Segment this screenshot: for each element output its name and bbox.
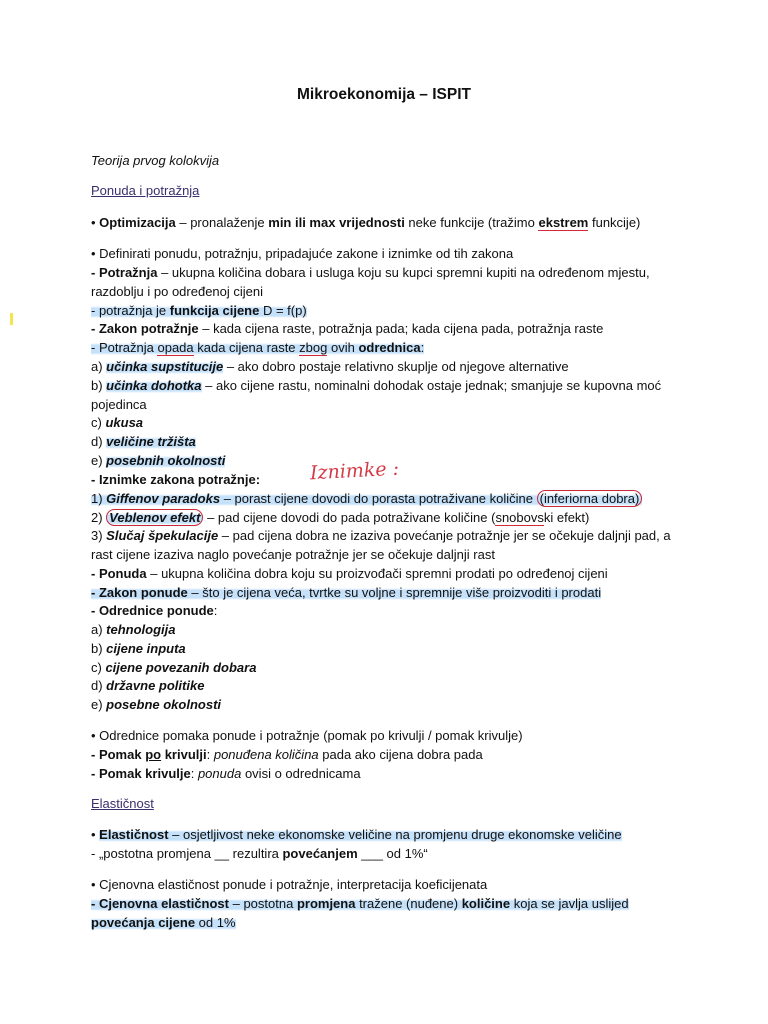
list-marker: e) <box>91 697 107 712</box>
bold-term: odrednica <box>358 340 421 355</box>
text-line <box>91 659 671 677</box>
list-marker: a) <box>91 359 107 374</box>
document-subtitle: Teorija prvog kolokvija <box>91 153 220 168</box>
bold-italic-term: veličine tržišta <box>106 434 196 449</box>
text-line <box>91 895 671 913</box>
list-marker: 1) <box>91 491 107 506</box>
text-span: D = f(p) <box>259 303 307 318</box>
text-line <box>91 509 671 527</box>
list-marker: e) <box>91 453 107 468</box>
underlined-term: snobovs <box>495 510 544 525</box>
list-marker: c) <box>91 415 106 430</box>
list-marker: b) <box>91 641 107 656</box>
highlighted-span <box>91 340 424 355</box>
text-line <box>91 302 671 320</box>
text-line <box>91 490 671 508</box>
bold-term: - Odrednice ponude <box>91 603 214 618</box>
document-title: Mikroekonomija – ISPIT <box>297 86 471 103</box>
highlighted-span <box>91 303 307 318</box>
text-line <box>91 358 671 376</box>
text-span: – ako dobro postaje relativno skuplje od njegove alternative <box>223 359 569 374</box>
highlighted-span <box>91 585 601 600</box>
highlighted-span <box>91 896 629 911</box>
italic-term: ponuđena količina <box>213 747 319 762</box>
text-span: ki efekt) <box>543 510 590 525</box>
text-line <box>91 565 671 583</box>
section-heading-text: Elastičnost <box>91 796 154 811</box>
text-span: – pad cijena dobra ne izaziva povećanje potražnje jer se očekuje daljnji pad, a <box>218 528 671 543</box>
text-span: – pad cijene dovodi do pada potraživane količine ( <box>203 510 496 525</box>
text-line <box>91 433 671 451</box>
text-line <box>91 414 671 432</box>
bold-term: - Ponuda <box>91 566 147 581</box>
bold-italic-term: tehnologija <box>106 622 176 637</box>
list-marker: d) <box>91 434 107 449</box>
section-heading-ponuda <box>91 182 671 200</box>
text-span: ovisi o odrednicama <box>241 766 361 781</box>
list-marker: 2) <box>91 510 107 525</box>
bullet: • <box>91 827 100 842</box>
text-span: – porast cijene dovodi do porasta potraživane količine <box>220 491 537 506</box>
text-line <box>91 339 671 357</box>
text-line <box>91 621 671 639</box>
text-line <box>91 214 671 232</box>
text-span: - „postotna promjena __ rezultira <box>91 846 283 861</box>
text-line: • Odrednice pomaka ponude i potražnje (pomak po krivulji / pomak krivulje) <box>91 728 523 743</box>
text-line <box>91 914 671 932</box>
text-span: : <box>213 603 218 618</box>
bold-term: promjena <box>296 896 356 911</box>
highlight-mark <box>10 313 13 325</box>
bold-term: min ili max vrijednosti <box>268 215 405 230</box>
text-span: od 1% <box>195 915 236 930</box>
text-line <box>91 696 671 714</box>
underlined-term: zbog <box>299 340 328 355</box>
text-line <box>91 320 671 338</box>
text-span: neke funkcije (tražimo <box>404 215 539 230</box>
highlighted-span <box>99 827 621 842</box>
text-line <box>91 845 671 863</box>
bold-term: povećanja cijene <box>91 915 196 930</box>
bold-italic-term: cijene inputa <box>106 641 186 656</box>
text-span: : <box>190 766 198 781</box>
text-line <box>91 264 671 282</box>
bold-term: - Pomak krivulje <box>91 766 191 781</box>
bold-term: povećanjem <box>282 846 358 861</box>
bold-term: Optimizacija <box>99 215 176 230</box>
section-heading-text: Ponuda i potražnja <box>91 183 200 198</box>
text-line <box>91 527 671 545</box>
text-span: – postotna <box>228 896 297 911</box>
section-heading-elasticnost <box>91 795 671 813</box>
text-span: pada ako cijena dobra pada <box>318 747 483 762</box>
italic-term: ponuda <box>197 766 242 781</box>
text-line <box>91 826 671 844</box>
text-span: koja se javlja uslijed <box>510 896 629 911</box>
text-span: funkcije) <box>588 215 641 230</box>
text-span: – što je cijena veća, tvrtke su voljne i spremnije više proizvoditi i prodati <box>187 585 602 600</box>
text-line: • Cjenovna elastičnost ponude i potražnje, interpretacija koeficijenata <box>91 877 488 892</box>
bold-term: - Pomak <box>91 747 146 762</box>
bold-term: količine <box>461 896 511 911</box>
bold-term: - Iznimke zakona potražnje: <box>91 472 261 487</box>
text-line <box>91 640 671 658</box>
highlighted-span <box>91 491 642 506</box>
text-line: • Definirati ponudu, potražnju, pripadajuće zakone i iznimke od tih zakona <box>91 246 514 261</box>
text-line: razdoblju i po određenoj cijeni <box>91 284 264 299</box>
bold-italic-term: učinka supstitucije <box>106 359 224 374</box>
list-marker: 3) <box>91 528 107 543</box>
bold-term: - Zakon ponude <box>91 585 188 600</box>
circled-term: (inferiorna dobra) <box>537 490 643 507</box>
text-span: ovih <box>327 340 359 355</box>
text-span: ___ od 1%“ <box>357 846 428 861</box>
bold-italic-term: Giffenov paradoks <box>106 491 221 506</box>
text-line <box>91 377 671 395</box>
text-line <box>91 746 671 764</box>
text-span: tražene (nuđene) <box>355 896 462 911</box>
handwritten-annotation: Iznimke : <box>309 457 400 485</box>
bold-term: - Cjenovna elastičnost <box>91 896 229 911</box>
text-span: – pronalaženje <box>175 215 269 230</box>
bold-term: - Zakon potražnje <box>91 321 199 336</box>
bullet: • <box>91 215 100 230</box>
text-span: kada cijena raste <box>193 340 300 355</box>
bold-italic-term: državne politike <box>106 678 205 693</box>
list-marker: c) <box>91 660 106 675</box>
text-line <box>91 584 671 602</box>
bold-term: - Potražnja <box>91 265 158 280</box>
list-marker: a) <box>91 622 107 637</box>
text-span: – kada cijena raste, potražnja pada; kada cijena pada, potražnja raste <box>198 321 604 336</box>
text-line: rast cijene izaziva naglo povećanje potražnje jer se očekuje daljnji rast <box>91 547 495 562</box>
text-span: – ukupna količina dobara i usluga koju su kupci spremni kupiti na određenom mjestu, <box>157 265 650 280</box>
underlined-term: po <box>145 747 162 762</box>
text-line <box>91 765 671 783</box>
text-span: - potražnja je <box>91 303 170 318</box>
text-line <box>91 471 671 489</box>
bold-italic-term: Slučaj špekulacije <box>106 528 219 543</box>
bold-italic-term: ukusa <box>105 415 144 430</box>
bold-italic-term: posebnih okolnosti <box>106 453 226 468</box>
list-marker: b) <box>91 378 107 393</box>
bold-italic-term: učinka dohotka <box>106 378 202 393</box>
underlined-term: opada <box>157 340 194 355</box>
text-line <box>91 602 671 620</box>
bold-term: funkcija cijene <box>169 303 260 318</box>
text-span: - Potražnja <box>91 340 158 355</box>
text-span: – ako cijene rastu, nominalni dohodak ostaje jednak; smanjuje se kupovna moć <box>201 378 662 393</box>
bold-italic-term: cijene povezanih dobara <box>105 660 257 675</box>
text-line <box>91 677 671 695</box>
bold-italic-term: posebne okolnosti <box>106 697 222 712</box>
text-span: – ukupna količina dobra koju su proizvođači spremni prodati po određenoj cijeni <box>146 566 608 581</box>
text-span: : <box>420 340 425 355</box>
bold-term: Elastičnost <box>99 827 169 842</box>
list-marker: d) <box>91 678 107 693</box>
highlighted-span <box>91 915 236 930</box>
text-span: – osjetljivost neke ekonomske veličine na promjenu druge ekonomske veličine <box>168 827 622 842</box>
text-line: pojedinca <box>91 397 147 412</box>
underlined-term: ekstrem <box>538 215 589 230</box>
bold-term: krivulji <box>161 747 207 762</box>
text-span: : <box>206 747 214 762</box>
circled-term: Veblenov efekt <box>106 509 203 526</box>
